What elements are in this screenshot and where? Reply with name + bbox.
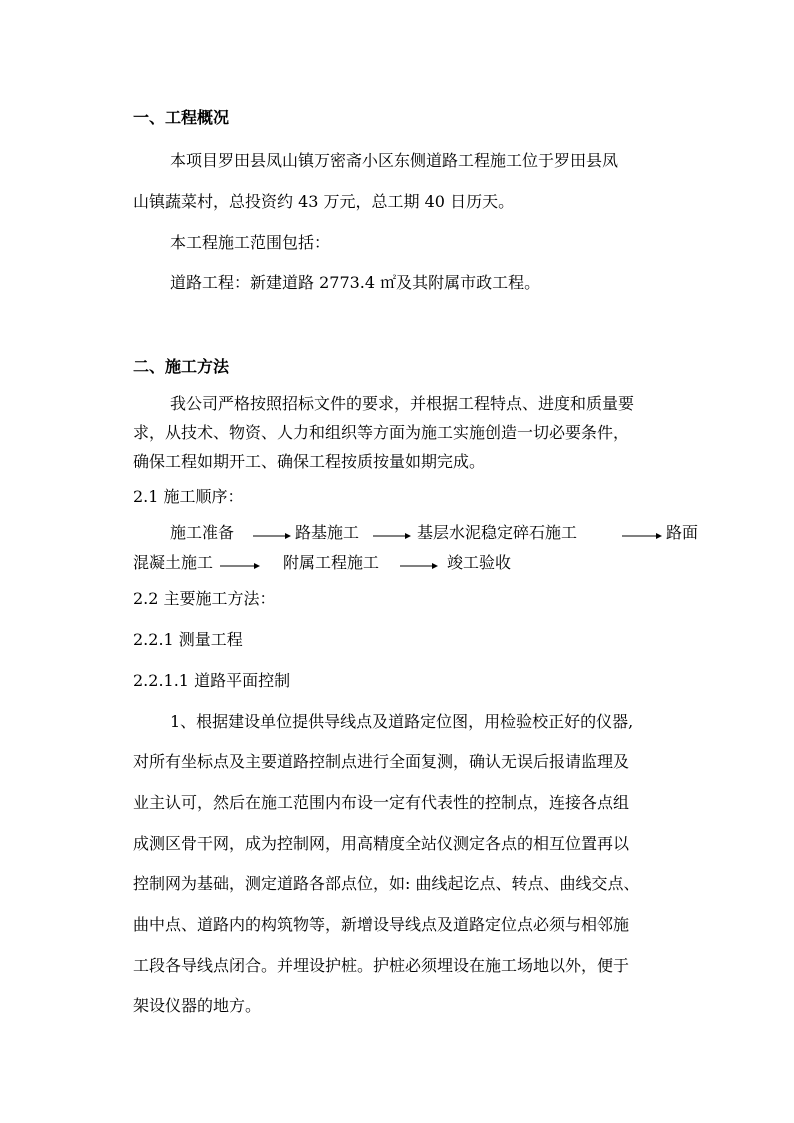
item1-line: 业主认可，然后在施工范围内布设一定有代表性的控制点，连接各点组 [133,793,630,812]
section2-intro-line2: 求，从技术、物资、人力和组织等方面为施工实施创造一切必要条件， [133,423,630,442]
item1-line: 成测区骨干网，成为控制网，用高精度全站仪测定各点的相互位置再以 [133,834,630,853]
section1-para3: 道路工程：新建道路 2773.4 ㎡及其附属市政工程。 [170,273,541,292]
subsection-2-2-1-title: 2.2.1 测量工程 [133,630,243,649]
flow-step-5: 附属工程施工 [283,553,380,572]
item1-line: 曲中点、道路内的构筑物等，新增设导线点及道路定位点必须与相邻施 [133,915,630,934]
flow-step-4b: 混凝土施工 [133,553,214,572]
subsection-2-2-title: 2.2 主要施工方法： [133,589,276,608]
section1-para1-line1: 本项目罗田县凤山镇万密斋小区东侧道路工程施工位于罗田县凤 [170,151,619,170]
flow-step-2: 路基施工 [295,523,360,542]
flow-arrow-icon [373,531,411,541]
flow-arrow-icon [400,561,438,571]
section2-intro-line1: 我公司严格按照招标文件的要求，并根据工程特点、进度和质量要 [170,394,635,413]
flow-step-1: 施工准备 [170,523,235,542]
subsection-2-1-title: 2.1 施工顺序： [133,487,244,506]
item1-line: 架设仪器的地方。 [133,996,262,1015]
flow-step-6: 竣工验收 [447,553,512,572]
section2-intro-line3: 确保工程如期开工、确保工程按质按量如期完成。 [133,452,486,471]
flow-arrow-icon [220,561,260,571]
section1-heading: 一、工程概况 [133,108,230,127]
subsection-2-2-1-1-title: 2.2.1.1 道路平面控制 [133,671,291,690]
flow-arrow-icon [253,531,291,541]
item1-line: 1、根据建设单位提供导线点及道路定位图，用检验校正好的仪器, [170,712,634,731]
section1-para1-line2: 山镇蔬菜村，总投资约 43 万元，总工期 40 日历天。 [133,192,515,211]
flow-step-4a: 路面 [666,523,699,542]
section2-heading: 二、施工方法 [133,357,230,376]
flow-step-3: 基层水泥稳定碎石施工 [417,523,578,542]
item1-line: 工段各导线点闭合。并埋设护桩。护桩必须埋设在施工场地以外，便于 [133,956,630,975]
flow-arrow-icon [622,531,662,541]
item1-line: 控制网为基础，测定道路各部点位，如: 曲线起讫点、转点、曲线交点、 [133,874,640,893]
item1-line: 对所有坐标点及主要道路控制点进行全面复测，确认无误后报请监理及 [133,752,630,771]
section1-para2: 本工程施工范围包括： [170,233,331,252]
